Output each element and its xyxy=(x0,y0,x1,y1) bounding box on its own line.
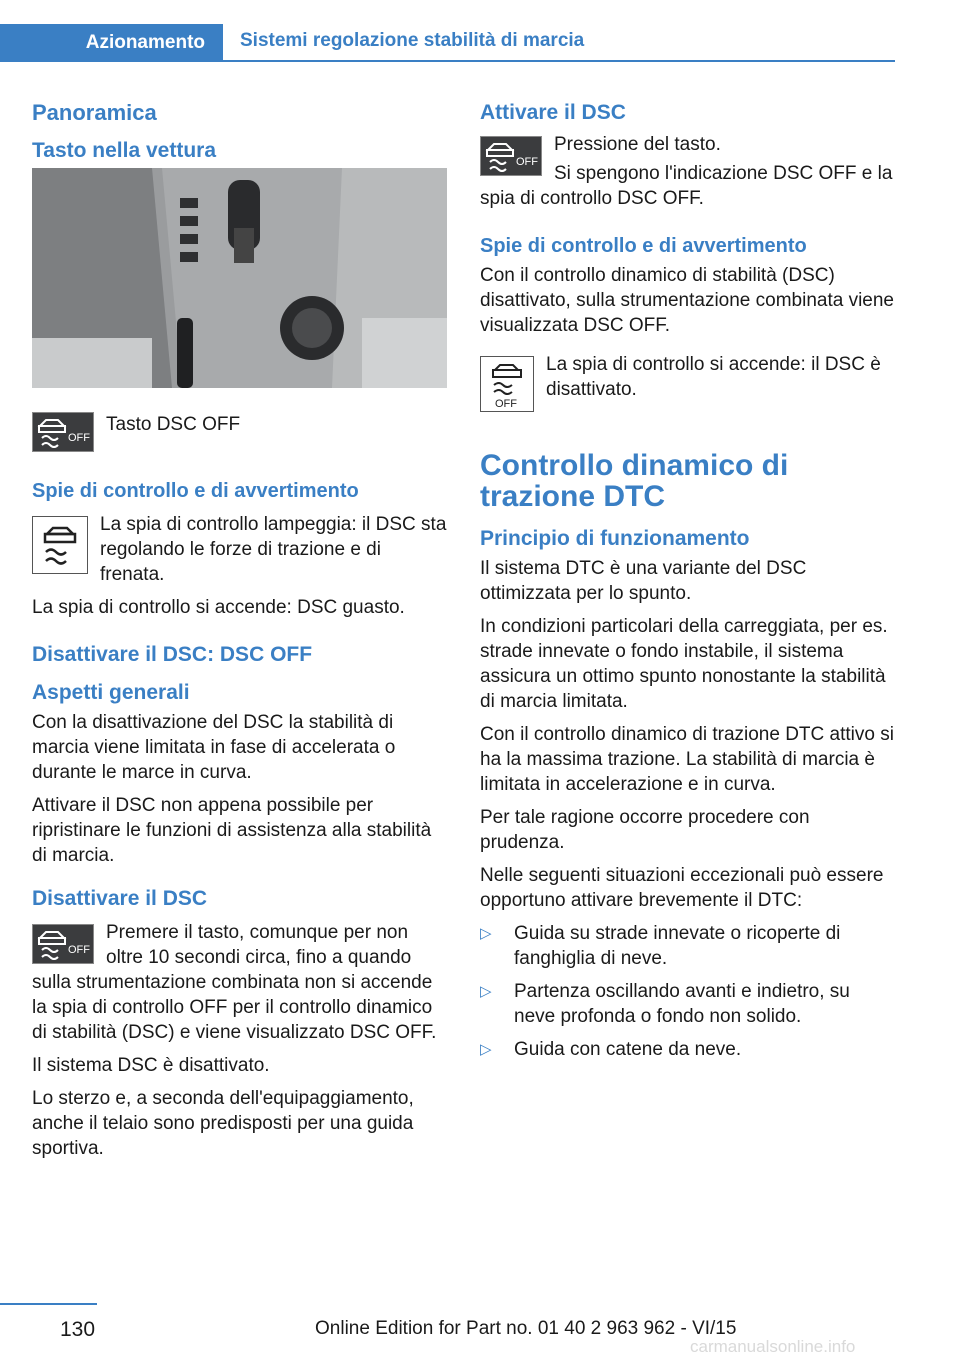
spie-right-text-2: La spia di controllo si accende: il DSC è disattivato. xyxy=(546,354,881,400)
dtc-text-2: In condizioni particolari della carreggiata, per es. strade innevate o fondo instabile, il sistema assicura un ottimo spunto nonostante la stabilità di marcia limitata. xyxy=(480,616,888,712)
aspetti-text-2: Attivare il DSC non appena possibile per ripristinare le funzioni di assistenza alla stabilità di marcia. xyxy=(32,795,432,866)
spie-right-text-1: Con il controllo dinamico di stabilità (DSC) disattivato, sulla strumentazione combinata viene visualizzata DSC OFF. xyxy=(480,265,895,336)
dsc-off-button-icon-2 xyxy=(32,924,94,964)
heading-disattivare-off: Disattivare il DSC: DSC OFF xyxy=(32,643,313,666)
dsc-off-button-row xyxy=(32,408,447,456)
dtc-text-4: Per tale ragione occorre procedere con prudenza. xyxy=(480,807,810,853)
disattivare-text-3: Lo sterzo e, a seconda dell'equipaggiamento, anche il telaio sono predisposti per una guida sportiva. xyxy=(32,1088,414,1159)
left-column xyxy=(32,100,447,1169)
attivare-row xyxy=(480,132,895,211)
heading-aspetti: Aspetti generali xyxy=(32,681,190,704)
photo-caption: Tasto DSC OFF xyxy=(106,414,241,435)
dtc-text-3: Con il controllo dinamico di trazione DTC attivo si ha la massima trazione. La stabilità di marcia è limitata in accelerazione e in curva. xyxy=(480,724,894,795)
heading-attivare: Attivare il DSC xyxy=(480,101,626,124)
disattivare-row xyxy=(32,920,447,1045)
disattivare-text-1: Premere il tasto, comunque per non oltre 10 secondi circa, fino a quando sulla strumentazione combinata non si accende la spia di controllo OFF per il controllo dinamico di stabilità (DSC) e viene visualizzato DSC OFF. xyxy=(32,922,437,1043)
heading-dtc: Controllo dinamico di trazione DTC xyxy=(480,449,789,513)
icon-off-label-3: OFF xyxy=(516,156,538,168)
list-item: ▷ Guida con catene da neve. xyxy=(480,1039,742,1060)
car-console-photo xyxy=(32,168,447,388)
header-section-tab: Azionamento xyxy=(0,24,223,62)
spie-text-1: La spia di controllo lampeggia: il DSC sta regolando le forze di trazione e di frenata. xyxy=(100,514,447,585)
aspetti-text-1: Con la disattivazione del DSC la stabilità di marcia viene limitata in fase di accelerata o durante le marce in curva. xyxy=(32,712,396,783)
header-chapter-title: Sistemi regolazione stabilità di marcia xyxy=(240,30,585,51)
heading-tasto-vettura: Tasto nella vettura xyxy=(32,139,216,162)
list-item: ▷ Partenza oscillando avanti e indietro, su neve profonda o fondo non solido. xyxy=(480,981,850,1027)
list-item: ▷ Guida su strade innevate o ricoperte di fanghiglia di neve. xyxy=(480,923,841,969)
right-column xyxy=(480,100,895,1070)
icon-off-label-2: OFF xyxy=(68,944,90,956)
icon-off-label-4: OFF xyxy=(495,398,517,410)
dsc-off-lamp-icon xyxy=(480,356,534,412)
heading-principio: Principio di funzionamento xyxy=(480,527,750,550)
bullet-triangle-icon: ▷ xyxy=(480,983,492,1000)
dtc-text-1: Il sistema DTC è una variante del DSC ottimizzata per lo spunto. xyxy=(480,558,807,604)
edition-note: Online Edition for Part no. 01 40 2 963 962 - VI/15 xyxy=(315,1318,737,1339)
icon-off-label: OFF xyxy=(68,432,90,444)
heading-spie-right: Spie di controllo e di avvertimento xyxy=(480,235,807,257)
dsc-off-button-icon xyxy=(32,412,94,452)
heading-disattivare: Disattivare il DSC xyxy=(32,887,208,910)
bullet-triangle-icon: ▷ xyxy=(480,1041,492,1058)
situations-list xyxy=(480,921,895,1062)
footer-rule xyxy=(0,1303,97,1305)
attivare-text-1: Pressione del tasto. xyxy=(554,134,721,155)
off-lamp-row xyxy=(480,352,895,416)
disattivare-text-2: Il sistema DSC è disattivato. xyxy=(32,1055,270,1076)
heading-panoramica: Panoramica xyxy=(32,100,157,125)
heading-spie-left: Spie di controllo e di avvertimento xyxy=(32,480,359,502)
dsc-off-button-icon-3 xyxy=(480,136,542,176)
attivare-text-2: Si spengono l'indicazione DSC OFF e la spia di controllo DSC OFF. xyxy=(480,163,893,209)
bullet-triangle-icon: ▷ xyxy=(480,925,492,942)
dsc-warning-lamp-icon xyxy=(32,516,88,574)
warning-lamp-row xyxy=(32,512,447,595)
spie-text-2: La spia di controllo si accende: DSC guasto. xyxy=(32,597,405,618)
page-number: 130 xyxy=(60,1318,96,1341)
dtc-text-5: Nelle seguenti situazioni eccezionali può essere opportuno attivare brevemente il DTC: xyxy=(480,865,884,911)
watermark: carmanualsonline.info xyxy=(690,1337,856,1356)
